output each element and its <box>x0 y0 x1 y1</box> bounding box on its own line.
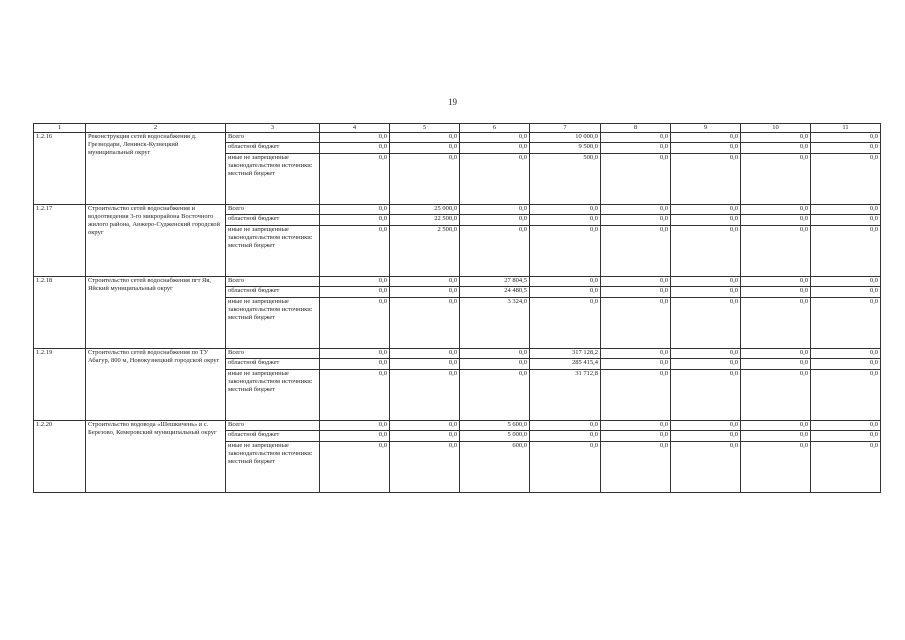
column-header: 1 <box>34 124 86 133</box>
column-header: 4 <box>320 124 390 133</box>
amount-cell: 5 000,0 <box>460 431 530 442</box>
amount-cell: 0,0 <box>390 349 460 359</box>
funding-source: иные не запрещенные законодательством источники: местный бюджет <box>226 298 320 349</box>
amount-cell: 0,0 <box>671 287 741 298</box>
amount-cell: 0,0 <box>741 298 811 349</box>
amount-cell: 10 000,0 <box>530 133 601 143</box>
amount-cell: 0,0 <box>390 154 460 205</box>
column-header: 10 <box>741 124 811 133</box>
amount-cell: 0,0 <box>741 370 811 421</box>
amount-cell: 0,0 <box>530 287 601 298</box>
amount-cell: 0,0 <box>390 133 460 143</box>
amount-cell: 0,0 <box>671 154 741 205</box>
amount-cell: 0,0 <box>390 277 460 287</box>
amount-cell: 0,0 <box>460 359 530 370</box>
amount-cell: 0,0 <box>460 133 530 143</box>
amount-cell: 0,0 <box>671 277 741 287</box>
amount-cell: 0,0 <box>460 205 530 215</box>
table-row <box>34 133 881 143</box>
amount-cell: 0,0 <box>390 298 460 349</box>
amount-cell: 0,0 <box>320 359 390 370</box>
amount-cell: 5 600,0 <box>460 421 530 431</box>
amount-cell: 0,0 <box>601 226 671 277</box>
amount-cell: 0,0 <box>601 215 671 226</box>
amount-cell: 0,0 <box>601 205 671 215</box>
amount-cell: 0,0 <box>601 349 671 359</box>
amount-cell: 2 500,0 <box>390 226 460 277</box>
funding-source: областной бюджет <box>226 359 320 370</box>
table-row <box>34 205 881 215</box>
project-name: Строительство сетей водоснабжения по ТУ Абагур, 800 м, Новокузнецкий городской округ <box>86 349 226 421</box>
column-header: 5 <box>390 124 460 133</box>
budget-table <box>33 123 881 493</box>
funding-source: Всего <box>226 421 320 431</box>
amount-cell: 0,0 <box>530 215 601 226</box>
funding-source: Всего <box>226 277 320 287</box>
amount-cell: 0,0 <box>530 431 601 442</box>
amount-cell: 0,0 <box>741 226 811 277</box>
amount-cell: 0,0 <box>811 370 881 421</box>
amount-cell: 0,0 <box>390 421 460 431</box>
amount-cell: 0,0 <box>530 277 601 287</box>
amount-cell: 0,0 <box>601 133 671 143</box>
amount-cell: 0,0 <box>671 442 741 493</box>
funding-source: Всего <box>226 349 320 359</box>
amount-cell: 0,0 <box>320 349 390 359</box>
amount-cell: 9 500,0 <box>530 143 601 154</box>
amount-cell: 0,0 <box>530 205 601 215</box>
project-code: 1.2.16 <box>34 133 86 205</box>
table-row <box>34 277 881 287</box>
amount-cell: 0,0 <box>601 421 671 431</box>
project-name: Строительство сетей водоснабжения пгт Яя, Яйский муниципальный округ <box>86 277 226 349</box>
amount-cell: 285 415,4 <box>530 359 601 370</box>
project-name: Реконструкция сетей водоснабжения д. Грезнодари, Ленинск-Кузнецкий муниципальный округ <box>86 133 226 205</box>
amount-cell: 0,0 <box>320 298 390 349</box>
funding-source: иные не запрещенные законодательством источники: местный бюджет <box>226 442 320 493</box>
amount-cell: 0,0 <box>671 421 741 431</box>
project-name: Строительство водовода «Шешкичень» в с. Березово, Кемеровский муниципальный округ <box>86 421 226 493</box>
amount-cell: 0,0 <box>741 349 811 359</box>
amount-cell: 0,0 <box>741 277 811 287</box>
amount-cell: 0,0 <box>460 154 530 205</box>
funding-source: областной бюджет <box>226 287 320 298</box>
amount-cell: 0,0 <box>811 205 881 215</box>
amount-cell: 0,0 <box>320 154 390 205</box>
amount-cell: 0,0 <box>320 205 390 215</box>
amount-cell: 0,0 <box>460 215 530 226</box>
amount-cell: 600,0 <box>460 442 530 493</box>
amount-cell: 0,0 <box>741 215 811 226</box>
amount-cell: 22 500,0 <box>390 215 460 226</box>
amount-cell: 0,0 <box>811 349 881 359</box>
amount-cell: 0,0 <box>741 205 811 215</box>
amount-cell: 0,0 <box>671 205 741 215</box>
amount-cell: 0,0 <box>601 431 671 442</box>
amount-cell: 24 480,5 <box>460 287 530 298</box>
amount-cell: 0,0 <box>320 431 390 442</box>
amount-cell: 0,0 <box>671 349 741 359</box>
amount-cell: 0,0 <box>530 226 601 277</box>
amount-cell: 0,0 <box>671 431 741 442</box>
amount-cell: 0,0 <box>741 431 811 442</box>
amount-cell: 0,0 <box>601 287 671 298</box>
table-body <box>34 133 881 493</box>
amount-cell: 0,0 <box>811 133 881 143</box>
amount-cell: 0,0 <box>320 370 390 421</box>
amount-cell: 0,0 <box>811 431 881 442</box>
amount-cell: 0,0 <box>741 442 811 493</box>
funding-source: иные не запрещенные законодательством источники: местный бюджет <box>226 226 320 277</box>
funding-source: иные не запрещенные законодательством источники: местный бюджет <box>226 370 320 421</box>
funding-source: областной бюджет <box>226 215 320 226</box>
funding-source: областной бюджет <box>226 143 320 154</box>
amount-cell: 0,0 <box>390 287 460 298</box>
header-row <box>34 124 881 133</box>
amount-cell: 0,0 <box>811 287 881 298</box>
column-header: 9 <box>671 124 741 133</box>
amount-cell: 0,0 <box>390 442 460 493</box>
amount-cell: 0,0 <box>320 143 390 154</box>
column-header: 7 <box>530 124 601 133</box>
amount-cell: 0,0 <box>390 143 460 154</box>
column-header: 2 <box>86 124 226 133</box>
amount-cell: 0,0 <box>811 143 881 154</box>
amount-cell: 0,0 <box>671 226 741 277</box>
amount-cell: 0,0 <box>601 154 671 205</box>
funding-source: Всего <box>226 205 320 215</box>
amount-cell: 0,0 <box>671 215 741 226</box>
table-row <box>34 349 881 359</box>
funding-source: областной бюджет <box>226 431 320 442</box>
amount-cell: 0,0 <box>811 215 881 226</box>
amount-cell: 0,0 <box>320 287 390 298</box>
amount-cell: 317 128,2 <box>530 349 601 359</box>
amount-cell: 0,0 <box>741 133 811 143</box>
amount-cell: 0,0 <box>671 370 741 421</box>
amount-cell: 31 712,8 <box>530 370 601 421</box>
amount-cell: 0,0 <box>320 215 390 226</box>
amount-cell: 0,0 <box>811 442 881 493</box>
amount-cell: 0,0 <box>320 277 390 287</box>
amount-cell: 0,0 <box>741 359 811 370</box>
amount-cell: 0,0 <box>741 154 811 205</box>
amount-cell: 0,0 <box>460 226 530 277</box>
amount-cell: 0,0 <box>390 431 460 442</box>
amount-cell: 0,0 <box>741 143 811 154</box>
amount-cell: 0,0 <box>811 298 881 349</box>
amount-cell: 0,0 <box>671 359 741 370</box>
amount-cell: 0,0 <box>811 154 881 205</box>
amount-cell: 0,0 <box>741 421 811 431</box>
amount-cell: 0,0 <box>320 442 390 493</box>
column-header: 11 <box>811 124 881 133</box>
column-header: 6 <box>460 124 530 133</box>
amount-cell: 27 804,5 <box>460 277 530 287</box>
page-number: 19 <box>448 97 457 107</box>
amount-cell: 0,0 <box>601 298 671 349</box>
amount-cell: 0,0 <box>320 421 390 431</box>
amount-cell: 0,0 <box>671 133 741 143</box>
amount-cell: 0,0 <box>530 298 601 349</box>
column-header: 8 <box>601 124 671 133</box>
amount-cell: 0,0 <box>601 442 671 493</box>
amount-cell: 3 324,0 <box>460 298 530 349</box>
amount-cell: 0,0 <box>320 133 390 143</box>
amount-cell: 0,0 <box>390 359 460 370</box>
amount-cell: 0,0 <box>460 349 530 359</box>
funding-source: Всего <box>226 133 320 143</box>
amount-cell: 500,0 <box>530 154 601 205</box>
amount-cell: 0,0 <box>601 143 671 154</box>
amount-cell: 0,0 <box>811 359 881 370</box>
project-code: 1.2.18 <box>34 277 86 349</box>
project-name: Строительство сетей водоснабжения и водоотведения 3-го микрорайона Восточного жилого района, Анжеро-Судженский городской округ <box>86 205 226 277</box>
funding-source: иные не запрещенные законодательством источники: местный бюджет <box>226 154 320 205</box>
project-code: 1.2.19 <box>34 349 86 421</box>
amount-cell: 0,0 <box>811 421 881 431</box>
project-code: 1.2.17 <box>34 205 86 277</box>
amount-cell: 0,0 <box>530 421 601 431</box>
column-header: 3 <box>226 124 320 133</box>
amount-cell: 0,0 <box>460 143 530 154</box>
amount-cell: 0,0 <box>320 226 390 277</box>
amount-cell: 0,0 <box>601 370 671 421</box>
amount-cell: 0,0 <box>671 298 741 349</box>
amount-cell: 25 000,0 <box>390 205 460 215</box>
amount-cell: 0,0 <box>811 277 881 287</box>
amount-cell: 0,0 <box>601 359 671 370</box>
amount-cell: 0,0 <box>390 370 460 421</box>
amount-cell: 0,0 <box>671 143 741 154</box>
amount-cell: 0,0 <box>741 287 811 298</box>
amount-cell: 0,0 <box>530 442 601 493</box>
project-code: 1.2.20 <box>34 421 86 493</box>
amount-cell: 0,0 <box>601 277 671 287</box>
amount-cell: 0,0 <box>811 226 881 277</box>
table-row <box>34 421 881 431</box>
amount-cell: 0,0 <box>460 370 530 421</box>
